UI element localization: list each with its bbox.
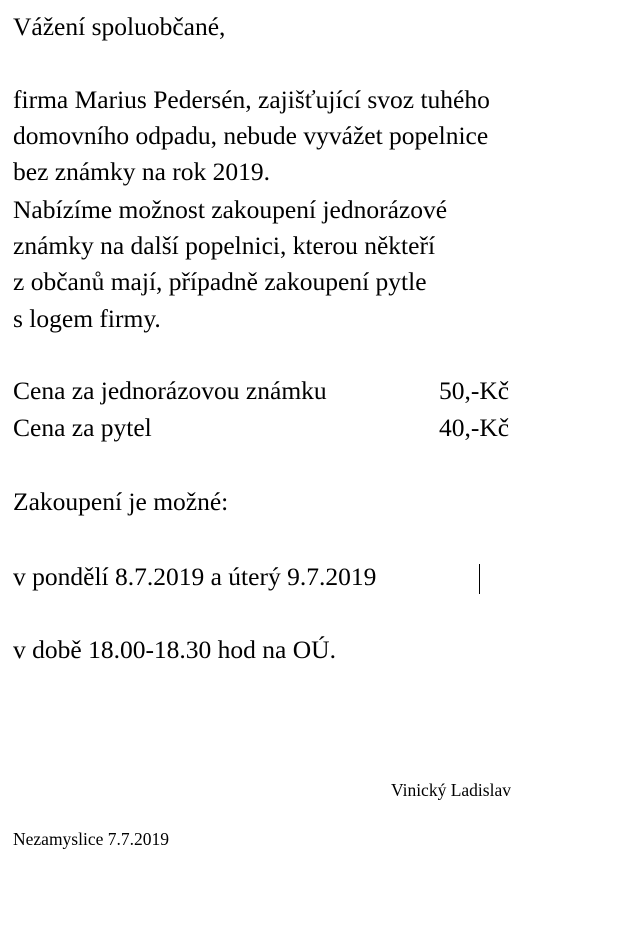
dates-line: v pondělí 8.7.2019 a úterý 9.7.2019 — [13, 562, 377, 591]
price-value: 40,-Kč — [439, 413, 510, 442]
time-line: v době 18.00-18.30 hod na OÚ. — [13, 635, 336, 664]
paragraph-line: Nabízíme možnost zakoupení jednorázové — [13, 195, 448, 224]
paragraph-line: z občanů mají, případně zakoupení pytle — [13, 267, 427, 296]
price-label: Cena za jednorázovou známku — [13, 376, 327, 405]
greeting: Vážení spoluobčané, — [13, 12, 226, 41]
place-date: Nezamyslice 7.7.2019 — [13, 829, 169, 849]
paragraph-line: domovního odpadu, nebude vyvážet popelnice — [13, 121, 489, 150]
paragraph-line: známky na další popelnici, kterou někteří — [13, 231, 436, 260]
price-label: Cena za pytel — [13, 413, 152, 442]
text-cursor — [479, 564, 480, 594]
paragraph-line: s logem firmy. — [13, 304, 161, 333]
paragraph-line: firma Marius Pedersén, zajišťující svoz tuhého — [13, 85, 490, 114]
purchase-heading: Zakoupení je možné: — [13, 487, 229, 516]
signature: Vinický Ladislav — [391, 780, 511, 800]
price-value: 50,-Kč — [439, 376, 510, 405]
paragraph-line: bez známky na rok 2019. — [13, 157, 271, 186]
